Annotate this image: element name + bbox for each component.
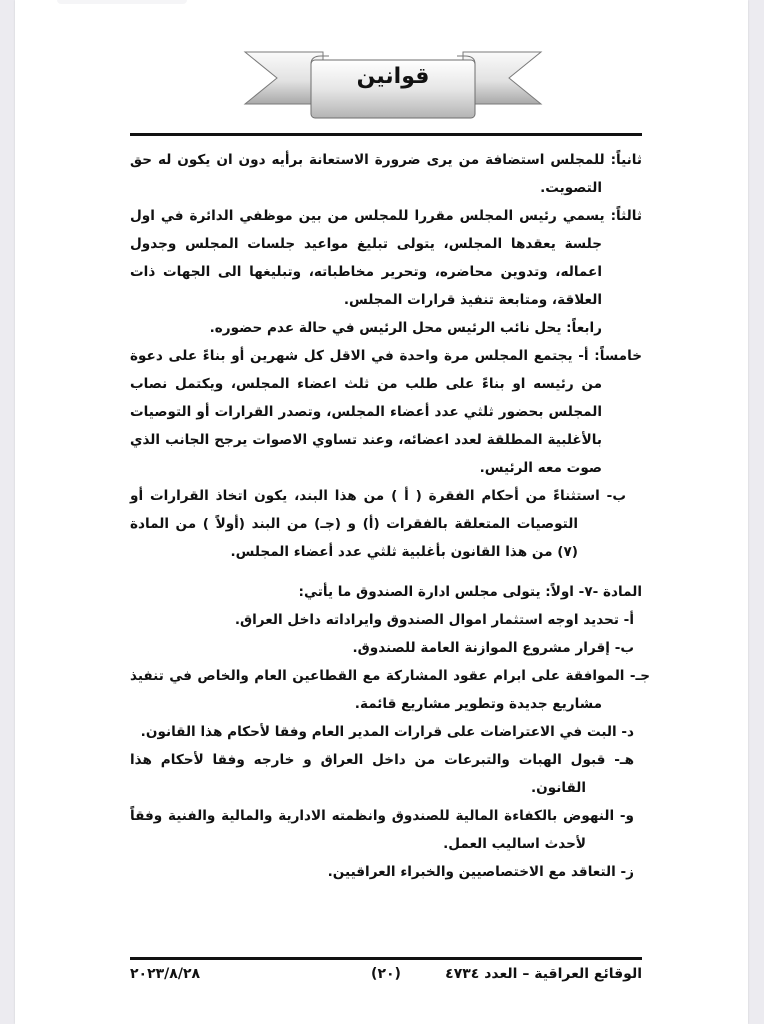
spacer bbox=[130, 566, 642, 578]
clause-fourth: رابعاً: يحل نائب الرئيس محل الرئيس في حالة عدم حضوره. bbox=[209, 320, 602, 336]
article-7-item-b: ب- إقرار مشروع الموازنة العامة للصندوق. bbox=[352, 640, 634, 656]
page-tab-decoration bbox=[57, 0, 187, 4]
article-7-item-e: هـ- قبول الهبات والتبرعات من داخل العراق و خارجه وفقا لأحكام هذا القانون. bbox=[130, 752, 634, 796]
clause-fifth-a: خامساً: أ- يجتمع المجلس مرة واحدة في الاقل كل شهرين أو بناءً على دعوة من رئيسه او بناءً على طلب من ثلث اعضاء المجلس، ويكتمل نصاب المجلس بحضور ثلثي عدد أعضاء المجلس، وتصدر القرارات أو التوصيات بالأغلبية المطلقة لعدد اعضائه، وعند تساوي الاصوات يرجح الجانب الذي صوت معه الرئيس. bbox=[130, 348, 642, 476]
publication-date: ٢٠٢٣/٨/٢٨ bbox=[130, 966, 201, 982]
article-7-item-c: جـ- الموافقة على ابرام عقود المشاركة مع القطاعين العام والخاص في تنفيذ مشاريع جديدة وتطوير مشاريع قائمة. bbox=[130, 668, 650, 712]
page-footer bbox=[130, 962, 642, 986]
section-banner bbox=[243, 48, 543, 124]
clause-fifth-b: ب- استثناءً من أحكام الفقرة ( أ ) من هذا البند، يكون اتخاذ القرارات أو التوصيات المتعلقة بالفقرات (أ) و (جـ) من البند (أولاً ) من المادة (٧) من هذا القانون بأغلبية ثلثي عدد أعضاء المجلس. bbox=[130, 488, 626, 560]
clause-second: ثانياً: للمجلس استضافة من يرى ضرورة الاستعانة برأيه دون ان يكون له حق التصويت. bbox=[130, 152, 642, 196]
clause-third: ثالثاً: يسمي رئيس المجلس مقررا للمجلس من بين موظفي الدائرة في اول جلسة يعقدها المجلس، يتولى تبليغ مواعيد جلسات المجلس وجدول اعماله، وتدوين محاضره، وتحرير مخاطباته، وتبليغها الى الجهات ذات العلاقة، ومتابعة تنفيذ قرارات المجلس. bbox=[130, 208, 642, 308]
page-number: (٢٠) bbox=[371, 966, 401, 982]
article-7-item-d: د- البت في الاعتراضات على قرارات المدير العام وفقا لأحكام هذا القانون. bbox=[140, 724, 634, 740]
article-7-item-g: ز- التعاقد مع الاختصاصيين والخبراء العراقيين. bbox=[327, 864, 634, 880]
article-7-item-f: و- النهوض بالكفاءة المالية للصندوق وانظمته الادارية والمالية والفنية وفقاً لأحدث اساليب العمل. bbox=[130, 808, 634, 852]
footer-rule bbox=[130, 957, 642, 960]
banner-title: قوانين bbox=[356, 64, 430, 89]
article-7-heading: المادة -٧- اولاً: يتولى مجلس ادارة الصندوق ما يأتي: bbox=[298, 584, 642, 600]
document-body bbox=[130, 146, 650, 886]
document-page bbox=[15, 0, 748, 1024]
gazette-issue: الوقائع العراقية – العدد ٤٧٣٤ bbox=[445, 966, 642, 982]
header-rule bbox=[130, 133, 642, 136]
article-7-item-a: أ- تحديد اوجه استثمار اموال الصندوق وايراداته داخل العراق. bbox=[234, 612, 634, 628]
